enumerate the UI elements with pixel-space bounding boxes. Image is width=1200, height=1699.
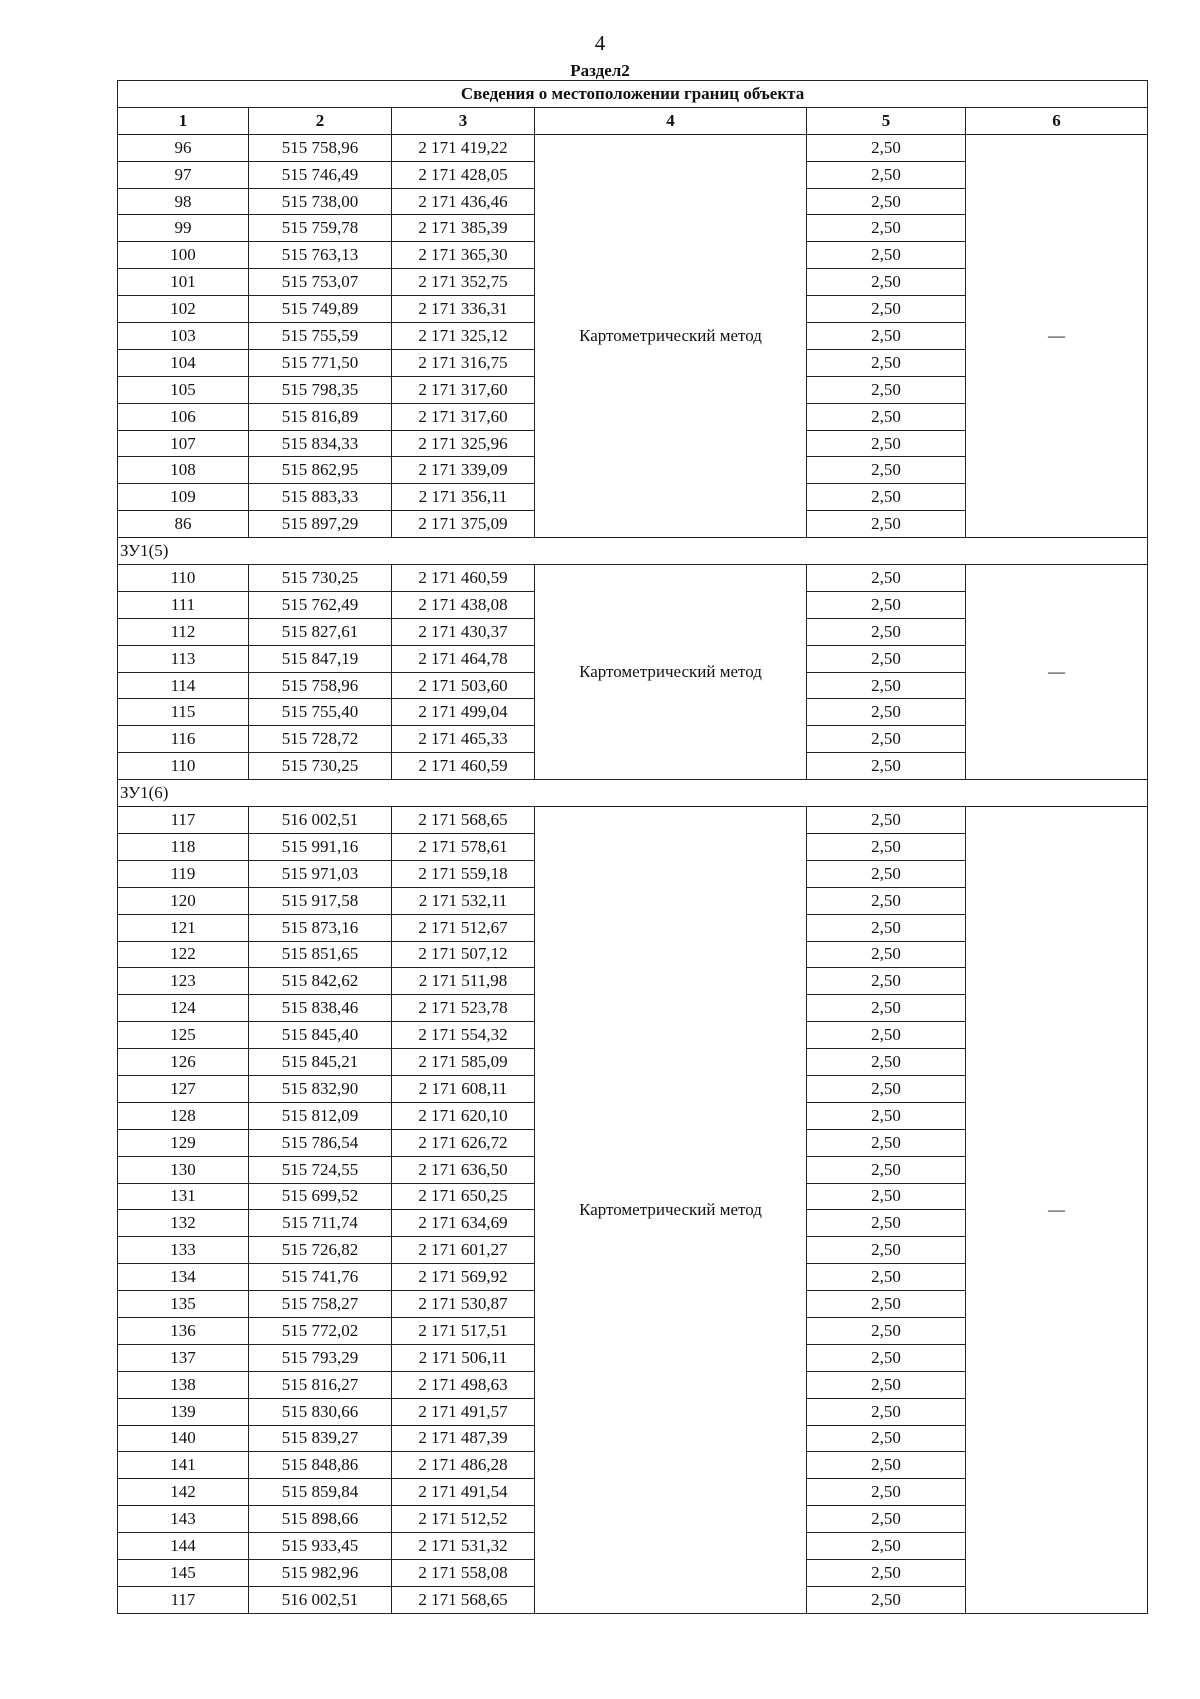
y-coordinate-cell: 2 171 569,92: [392, 1264, 535, 1291]
description-cell: —: [966, 565, 1148, 780]
y-coordinate-cell: 2 171 503,60: [392, 672, 535, 699]
x-coordinate-cell: 515 827,61: [249, 618, 392, 645]
x-coordinate-cell: 516 002,51: [249, 807, 392, 834]
y-coordinate-cell: 2 171 511,98: [392, 968, 535, 995]
point-number-cell: 120: [118, 887, 249, 914]
accuracy-cell: 2,50: [807, 376, 966, 403]
accuracy-cell: 2,50: [807, 1129, 966, 1156]
accuracy-cell: 2,50: [807, 1559, 966, 1586]
point-number-cell: 110: [118, 565, 249, 592]
accuracy-cell: 2,50: [807, 403, 966, 430]
y-coordinate-cell: 2 171 464,78: [392, 645, 535, 672]
accuracy-cell: 2,50: [807, 860, 966, 887]
point-number-cell: 138: [118, 1371, 249, 1398]
column-header: 3: [392, 107, 535, 134]
y-coordinate-cell: 2 171 506,11: [392, 1344, 535, 1371]
y-coordinate-cell: 2 171 491,57: [392, 1398, 535, 1425]
point-number-cell: 135: [118, 1291, 249, 1318]
x-coordinate-cell: 515 728,72: [249, 726, 392, 753]
y-coordinate-cell: 2 171 430,37: [392, 618, 535, 645]
y-coordinate-cell: 2 171 356,11: [392, 484, 535, 511]
point-number-cell: 125: [118, 1022, 249, 1049]
point-number-cell: 144: [118, 1533, 249, 1560]
group-label-row: [118, 780, 1148, 807]
point-number-cell: 96: [118, 134, 249, 161]
y-coordinate-cell: 2 171 512,52: [392, 1506, 535, 1533]
point-number-cell: 126: [118, 1049, 249, 1076]
table-title-row: [118, 81, 1148, 108]
point-number-cell: 121: [118, 914, 249, 941]
group-label: ЗУ1(6): [118, 780, 1148, 807]
point-number-cell: 86: [118, 511, 249, 538]
point-number-cell: 140: [118, 1425, 249, 1452]
x-coordinate-cell: 515 798,35: [249, 376, 392, 403]
accuracy-cell: 2,50: [807, 645, 966, 672]
accuracy-cell: 2,50: [807, 457, 966, 484]
point-number-cell: 136: [118, 1317, 249, 1344]
accuracy-cell: 2,50: [807, 1183, 966, 1210]
x-coordinate-cell: 515 897,29: [249, 511, 392, 538]
point-number-cell: 118: [118, 833, 249, 860]
accuracy-cell: 2,50: [807, 995, 966, 1022]
x-coordinate-cell: 515 738,00: [249, 188, 392, 215]
accuracy-cell: 2,50: [807, 134, 966, 161]
accuracy-cell: 2,50: [807, 565, 966, 592]
accuracy-cell: 2,50: [807, 1237, 966, 1264]
accuracy-cell: 2,50: [807, 591, 966, 618]
point-number-cell: 109: [118, 484, 249, 511]
accuracy-cell: 2,50: [807, 484, 966, 511]
point-number-cell: 114: [118, 672, 249, 699]
accuracy-cell: 2,50: [807, 941, 966, 968]
column-header-row: [118, 107, 1148, 134]
column-header: 4: [535, 107, 807, 134]
point-number-cell: 141: [118, 1452, 249, 1479]
accuracy-cell: 2,50: [807, 968, 966, 995]
x-coordinate-cell: 515 862,95: [249, 457, 392, 484]
accuracy-cell: 2,50: [807, 1264, 966, 1291]
point-number-cell: 122: [118, 941, 249, 968]
y-coordinate-cell: 2 171 498,63: [392, 1371, 535, 1398]
point-number-cell: 110: [118, 753, 249, 780]
section-title: Раздел2: [570, 61, 630, 80]
y-coordinate-cell: 2 171 460,59: [392, 753, 535, 780]
x-coordinate-cell: 515 834,33: [249, 430, 392, 457]
y-coordinate-cell: 2 171 419,22: [392, 134, 535, 161]
point-number-cell: 111: [118, 591, 249, 618]
accuracy-cell: 2,50: [807, 833, 966, 860]
x-coordinate-cell: 515 832,90: [249, 1075, 392, 1102]
column-header: 5: [807, 107, 966, 134]
y-coordinate-cell: 2 171 428,05: [392, 161, 535, 188]
point-number-cell: 107: [118, 430, 249, 457]
point-number-cell: 131: [118, 1183, 249, 1210]
accuracy-cell: 2,50: [807, 618, 966, 645]
accuracy-cell: 2,50: [807, 1398, 966, 1425]
x-coordinate-cell: 515 848,86: [249, 1452, 392, 1479]
point-number-cell: 145: [118, 1559, 249, 1586]
y-coordinate-cell: 2 171 491,54: [392, 1479, 535, 1506]
point-number-cell: 117: [118, 807, 249, 834]
point-number-cell: 124: [118, 995, 249, 1022]
column-header: 6: [966, 107, 1148, 134]
point-number-cell: 98: [118, 188, 249, 215]
x-coordinate-cell: 515 847,19: [249, 645, 392, 672]
x-coordinate-cell: 515 758,96: [249, 134, 392, 161]
y-coordinate-cell: 2 171 531,32: [392, 1533, 535, 1560]
y-coordinate-cell: 2 171 460,59: [392, 565, 535, 592]
accuracy-cell: 2,50: [807, 726, 966, 753]
point-number-cell: 133: [118, 1237, 249, 1264]
point-number-cell: 139: [118, 1398, 249, 1425]
x-coordinate-cell: 515 763,13: [249, 242, 392, 269]
point-number-cell: 104: [118, 349, 249, 376]
x-coordinate-cell: 515 859,84: [249, 1479, 392, 1506]
x-coordinate-cell: 515 771,50: [249, 349, 392, 376]
x-coordinate-cell: 515 838,46: [249, 995, 392, 1022]
accuracy-cell: 2,50: [807, 1371, 966, 1398]
accuracy-cell: 2,50: [807, 1210, 966, 1237]
y-coordinate-cell: 2 171 325,96: [392, 430, 535, 457]
y-coordinate-cell: 2 171 487,39: [392, 1425, 535, 1452]
accuracy-cell: 2,50: [807, 269, 966, 296]
y-coordinate-cell: 2 171 316,75: [392, 349, 535, 376]
point-number-cell: 106: [118, 403, 249, 430]
y-coordinate-cell: 2 171 568,65: [392, 1586, 535, 1613]
point-number-cell: 101: [118, 269, 249, 296]
x-coordinate-cell: 515 758,27: [249, 1291, 392, 1318]
description-cell: —: [966, 134, 1148, 537]
point-number-cell: 113: [118, 645, 249, 672]
point-number-cell: 134: [118, 1264, 249, 1291]
point-number-cell: 102: [118, 296, 249, 323]
accuracy-cell: 2,50: [807, 511, 966, 538]
point-number-cell: 127: [118, 1075, 249, 1102]
y-coordinate-cell: 2 171 499,04: [392, 699, 535, 726]
x-coordinate-cell: 515 991,16: [249, 833, 392, 860]
x-coordinate-cell: 515 711,74: [249, 1210, 392, 1237]
point-number-cell: 105: [118, 376, 249, 403]
y-coordinate-cell: 2 171 532,11: [392, 887, 535, 914]
accuracy-cell: 2,50: [807, 1075, 966, 1102]
accuracy-cell: 2,50: [807, 1156, 966, 1183]
table-row: [118, 807, 1148, 834]
x-coordinate-cell: 515 933,45: [249, 1533, 392, 1560]
y-coordinate-cell: 2 171 634,69: [392, 1210, 535, 1237]
point-number-cell: 128: [118, 1102, 249, 1129]
y-coordinate-cell: 2 171 517,51: [392, 1317, 535, 1344]
x-coordinate-cell: 515 724,55: [249, 1156, 392, 1183]
y-coordinate-cell: 2 171 620,10: [392, 1102, 535, 1129]
y-coordinate-cell: 2 171 559,18: [392, 860, 535, 887]
y-coordinate-cell: 2 171 339,09: [392, 457, 535, 484]
x-coordinate-cell: 515 845,40: [249, 1022, 392, 1049]
y-coordinate-cell: 2 171 375,09: [392, 511, 535, 538]
column-header: 1: [118, 107, 249, 134]
accuracy-cell: 2,50: [807, 1425, 966, 1452]
accuracy-cell: 2,50: [807, 914, 966, 941]
y-coordinate-cell: 2 171 507,12: [392, 941, 535, 968]
accuracy-cell: 2,50: [807, 753, 966, 780]
x-coordinate-cell: 515 816,89: [249, 403, 392, 430]
accuracy-cell: 2,50: [807, 699, 966, 726]
y-coordinate-cell: 2 171 558,08: [392, 1559, 535, 1586]
x-coordinate-cell: 515 845,21: [249, 1049, 392, 1076]
y-coordinate-cell: 2 171 650,25: [392, 1183, 535, 1210]
x-coordinate-cell: 515 741,76: [249, 1264, 392, 1291]
accuracy-cell: 2,50: [807, 296, 966, 323]
method-cell: Картометрический метод: [535, 134, 807, 537]
accuracy-cell: 2,50: [807, 1317, 966, 1344]
x-coordinate-cell: 515 772,02: [249, 1317, 392, 1344]
x-coordinate-cell: 515 749,89: [249, 296, 392, 323]
y-coordinate-cell: 2 171 438,08: [392, 591, 535, 618]
accuracy-cell: 2,50: [807, 672, 966, 699]
point-number-cell: 142: [118, 1479, 249, 1506]
y-coordinate-cell: 2 171 365,30: [392, 242, 535, 269]
x-coordinate-cell: 515 758,96: [249, 672, 392, 699]
point-number-cell: 103: [118, 323, 249, 350]
x-coordinate-cell: 515 759,78: [249, 215, 392, 242]
y-coordinate-cell: 2 171 554,32: [392, 1022, 535, 1049]
description-cell: —: [966, 807, 1148, 1614]
accuracy-cell: 2,50: [807, 188, 966, 215]
table-body: [118, 134, 1148, 1613]
y-coordinate-cell: 2 171 585,09: [392, 1049, 535, 1076]
x-coordinate-cell: 515 699,52: [249, 1183, 392, 1210]
accuracy-cell: 2,50: [807, 807, 966, 834]
x-coordinate-cell: 515 839,27: [249, 1425, 392, 1452]
point-number-cell: 137: [118, 1344, 249, 1371]
x-coordinate-cell: 516 002,51: [249, 1586, 392, 1613]
y-coordinate-cell: 2 171 578,61: [392, 833, 535, 860]
x-coordinate-cell: 515 816,27: [249, 1371, 392, 1398]
x-coordinate-cell: 515 755,40: [249, 699, 392, 726]
x-coordinate-cell: 515 971,03: [249, 860, 392, 887]
accuracy-cell: 2,50: [807, 1344, 966, 1371]
accuracy-cell: 2,50: [807, 323, 966, 350]
accuracy-cell: 2,50: [807, 1452, 966, 1479]
group-label: ЗУ1(5): [118, 538, 1148, 565]
accuracy-cell: 2,50: [807, 1022, 966, 1049]
x-coordinate-cell: 515 793,29: [249, 1344, 392, 1371]
x-coordinate-cell: 515 730,25: [249, 753, 392, 780]
x-coordinate-cell: 515 812,09: [249, 1102, 392, 1129]
x-coordinate-cell: 515 726,82: [249, 1237, 392, 1264]
x-coordinate-cell: 515 873,16: [249, 914, 392, 941]
accuracy-cell: 2,50: [807, 242, 966, 269]
accuracy-cell: 2,50: [807, 1102, 966, 1129]
y-coordinate-cell: 2 171 436,46: [392, 188, 535, 215]
x-coordinate-cell: 515 883,33: [249, 484, 392, 511]
point-number-cell: 123: [118, 968, 249, 995]
page-number: 4: [594, 31, 606, 55]
y-coordinate-cell: 2 171 317,60: [392, 376, 535, 403]
y-coordinate-cell: 2 171 530,87: [392, 1291, 535, 1318]
accuracy-cell: 2,50: [807, 1479, 966, 1506]
table-row: [118, 134, 1148, 161]
point-number-cell: 117: [118, 1586, 249, 1613]
x-coordinate-cell: 515 753,07: [249, 269, 392, 296]
point-number-cell: 99: [118, 215, 249, 242]
accuracy-cell: 2,50: [807, 215, 966, 242]
y-coordinate-cell: 2 171 608,11: [392, 1075, 535, 1102]
y-coordinate-cell: 2 171 568,65: [392, 807, 535, 834]
point-number-cell: 119: [118, 860, 249, 887]
table-row: [118, 565, 1148, 592]
accuracy-cell: 2,50: [807, 161, 966, 188]
y-coordinate-cell: 2 171 626,72: [392, 1129, 535, 1156]
table-title: Сведения о местоположении границ объекта: [118, 81, 1148, 108]
boundary-points-table: [117, 80, 1148, 1614]
y-coordinate-cell: 2 171 317,60: [392, 403, 535, 430]
column-header: 2: [249, 107, 392, 134]
y-coordinate-cell: 2 171 601,27: [392, 1237, 535, 1264]
point-number-cell: 112: [118, 618, 249, 645]
x-coordinate-cell: 515 762,49: [249, 591, 392, 618]
x-coordinate-cell: 515 746,49: [249, 161, 392, 188]
accuracy-cell: 2,50: [807, 430, 966, 457]
point-number-cell: 129: [118, 1129, 249, 1156]
y-coordinate-cell: 2 171 636,50: [392, 1156, 535, 1183]
x-coordinate-cell: 515 786,54: [249, 1129, 392, 1156]
x-coordinate-cell: 515 982,96: [249, 1559, 392, 1586]
y-coordinate-cell: 2 171 523,78: [392, 995, 535, 1022]
point-number-cell: 132: [118, 1210, 249, 1237]
accuracy-cell: 2,50: [807, 1506, 966, 1533]
y-coordinate-cell: 2 171 336,31: [392, 296, 535, 323]
accuracy-cell: 2,50: [807, 349, 966, 376]
accuracy-cell: 2,50: [807, 1291, 966, 1318]
group-label-row: [118, 538, 1148, 565]
point-number-cell: 115: [118, 699, 249, 726]
accuracy-cell: 2,50: [807, 1533, 966, 1560]
point-number-cell: 100: [118, 242, 249, 269]
x-coordinate-cell: 515 730,25: [249, 565, 392, 592]
point-number-cell: 143: [118, 1506, 249, 1533]
y-coordinate-cell: 2 171 465,33: [392, 726, 535, 753]
accuracy-cell: 2,50: [807, 1586, 966, 1613]
accuracy-cell: 2,50: [807, 1049, 966, 1076]
y-coordinate-cell: 2 171 385,39: [392, 215, 535, 242]
point-number-cell: 130: [118, 1156, 249, 1183]
x-coordinate-cell: 515 830,66: [249, 1398, 392, 1425]
method-cell: Картометрический метод: [535, 807, 807, 1614]
accuracy-cell: 2,50: [807, 887, 966, 914]
point-number-cell: 108: [118, 457, 249, 484]
point-number-cell: 116: [118, 726, 249, 753]
y-coordinate-cell: 2 171 325,12: [392, 323, 535, 350]
x-coordinate-cell: 515 851,65: [249, 941, 392, 968]
y-coordinate-cell: 2 171 486,28: [392, 1452, 535, 1479]
method-cell: Картометрический метод: [535, 565, 807, 780]
x-coordinate-cell: 515 917,58: [249, 887, 392, 914]
x-coordinate-cell: 515 898,66: [249, 1506, 392, 1533]
y-coordinate-cell: 2 171 352,75: [392, 269, 535, 296]
x-coordinate-cell: 515 842,62: [249, 968, 392, 995]
y-coordinate-cell: 2 171 512,67: [392, 914, 535, 941]
x-coordinate-cell: 515 755,59: [249, 323, 392, 350]
point-number-cell: 97: [118, 161, 249, 188]
